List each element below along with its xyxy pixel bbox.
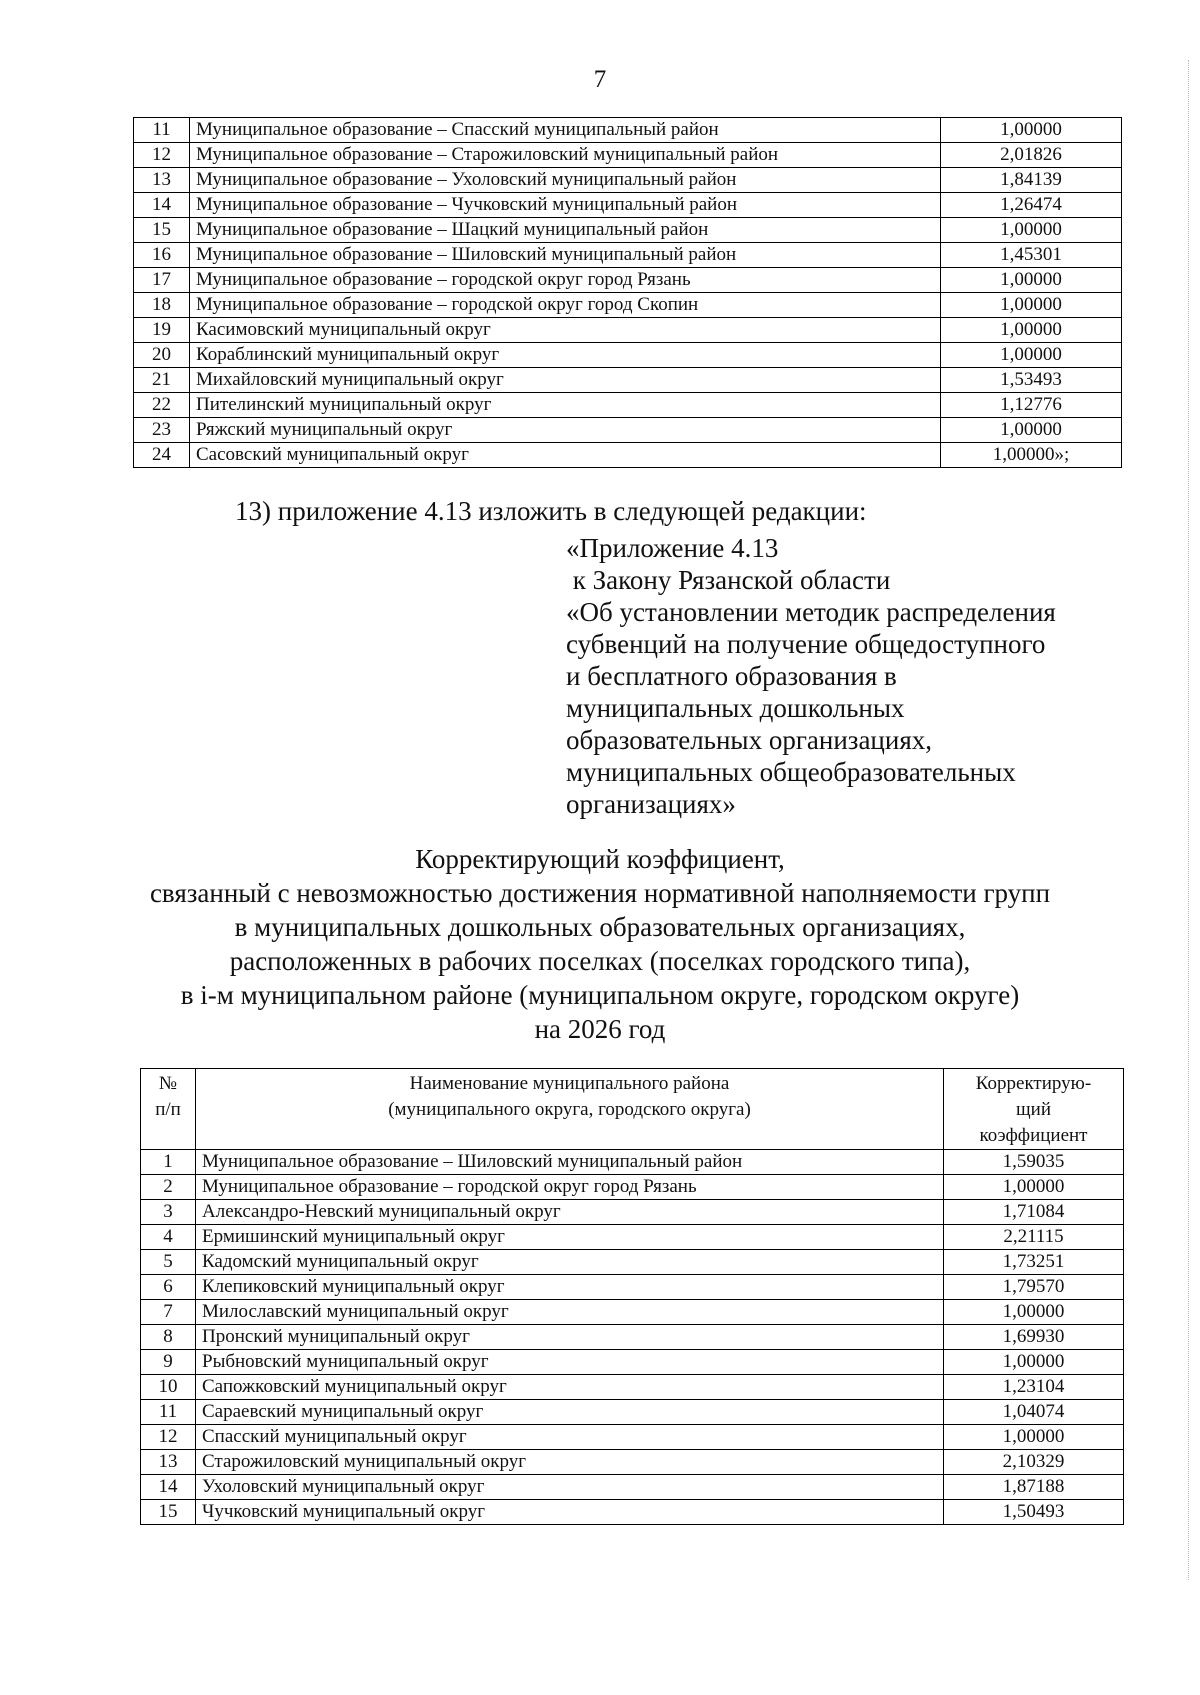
table-row bbox=[134, 343, 1122, 368]
continued-coefficient-table bbox=[133, 117, 1122, 468]
table-row bbox=[141, 1200, 1124, 1225]
appendix-header bbox=[566, 532, 1056, 820]
table-row bbox=[134, 243, 1122, 268]
row-number: 21 bbox=[134, 368, 190, 393]
row-number: 14 bbox=[134, 193, 190, 218]
continued-table-body bbox=[134, 118, 1122, 468]
row-coefficient: 1,00000 bbox=[941, 218, 1122, 243]
table-row bbox=[134, 118, 1122, 143]
row-name: Сапожковский муниципальный округ bbox=[196, 1375, 944, 1400]
row-number: 6 bbox=[141, 1275, 196, 1300]
row-number: 10 bbox=[141, 1375, 196, 1400]
row-number: 9 bbox=[141, 1350, 196, 1375]
row-name: Муниципальное образование – Чучковский муниципальный район bbox=[190, 193, 941, 218]
title-line: на 2026 год bbox=[534, 1014, 666, 1044]
row-number: 18 bbox=[134, 293, 190, 318]
row-coefficient: 1,73251 bbox=[944, 1250, 1124, 1275]
table-row bbox=[141, 1275, 1124, 1300]
title-line: связанный с невозможностью достижения нормативной наполняемости групп bbox=[149, 878, 1051, 908]
appendix-line: муниципальных общеобразовательных bbox=[566, 757, 1016, 787]
row-name: Спасский муниципальный округ bbox=[196, 1425, 944, 1450]
table-row bbox=[134, 268, 1122, 293]
row-name: Ряжский муниципальный округ bbox=[190, 418, 941, 443]
row-number: 19 bbox=[134, 318, 190, 343]
row-coefficient: 2,10329 bbox=[944, 1450, 1124, 1475]
header-text: Корректирую- bbox=[975, 1073, 1092, 1094]
table-row bbox=[141, 1425, 1124, 1450]
row-number: 15 bbox=[141, 1500, 196, 1525]
row-coefficient: 1,00000»; bbox=[941, 443, 1122, 468]
table-row bbox=[134, 418, 1122, 443]
row-coefficient: 1,84139 bbox=[941, 168, 1122, 193]
row-number: 24 bbox=[134, 443, 190, 468]
row-name: Муниципальное образование – Шиловский муниципальный район bbox=[190, 243, 941, 268]
row-name: Михайловский муниципальный округ bbox=[190, 368, 941, 393]
amendment-line: 13) приложение 4.13 изложить в следующей редакции: bbox=[235, 496, 867, 526]
row-coefficient: 1,04074 bbox=[944, 1400, 1124, 1425]
row-name: Муниципальное образование – Шиловский муниципальный район bbox=[196, 1150, 944, 1175]
header-text: (муниципального округа, городского округа) bbox=[388, 1099, 751, 1120]
row-number: 4 bbox=[141, 1225, 196, 1250]
row-name: Муниципальное образование – городской округ город Рязань bbox=[190, 268, 941, 293]
row-number: 5 bbox=[141, 1250, 196, 1275]
coefficient-table bbox=[140, 1068, 1124, 1525]
header-text: № bbox=[158, 1073, 178, 1094]
row-name: Касимовский муниципальный округ bbox=[190, 318, 941, 343]
row-coefficient: 2,01826 bbox=[941, 143, 1122, 168]
row-coefficient: 2,21115 bbox=[944, 1225, 1124, 1250]
row-number: 13 bbox=[134, 168, 190, 193]
row-number: 23 bbox=[134, 418, 190, 443]
row-coefficient: 1,23104 bbox=[944, 1375, 1124, 1400]
row-coefficient: 1,00000 bbox=[941, 343, 1122, 368]
header-text: щий bbox=[1016, 1099, 1051, 1120]
table-row bbox=[141, 1150, 1124, 1175]
row-name: Александро-Невский муниципальный округ bbox=[196, 1200, 944, 1225]
row-coefficient: 1,00000 bbox=[944, 1300, 1124, 1325]
appendix-line: образовательных организациях, bbox=[566, 725, 932, 755]
row-number: 14 bbox=[141, 1475, 196, 1500]
table-row bbox=[141, 1300, 1124, 1325]
row-coefficient: 1,00000 bbox=[944, 1350, 1124, 1375]
row-name: Чучковский муниципальный округ bbox=[196, 1500, 944, 1525]
table-row bbox=[134, 318, 1122, 343]
row-coefficient: 1,45301 bbox=[941, 243, 1122, 268]
row-number: 12 bbox=[134, 143, 190, 168]
row-name: Милославский муниципальный округ bbox=[196, 1300, 944, 1325]
row-number: 15 bbox=[134, 218, 190, 243]
row-name: Ермишинский муниципальный округ bbox=[196, 1225, 944, 1250]
row-coefficient: 1,59035 bbox=[944, 1150, 1124, 1175]
table-row bbox=[141, 1250, 1124, 1275]
appendix-line: муниципальных дошкольных bbox=[566, 693, 905, 723]
row-name: Старожиловский муниципальный округ bbox=[196, 1450, 944, 1475]
table-row bbox=[141, 1475, 1124, 1500]
table-row bbox=[141, 1175, 1124, 1200]
document-title bbox=[0, 842, 1200, 1046]
row-name: Муниципальное образование – городской округ город Скопин bbox=[190, 293, 941, 318]
table-row bbox=[134, 368, 1122, 393]
row-name: Сараевский муниципальный округ bbox=[196, 1400, 944, 1425]
title-line: в i-м муниципальном районе (муниципальном округе, городском округе) bbox=[180, 980, 1020, 1010]
row-number: 11 bbox=[141, 1400, 196, 1425]
header-text: п/п bbox=[155, 1099, 181, 1120]
row-name: Муниципальное образование – Старожиловский муниципальный район bbox=[190, 143, 941, 168]
row-name: Муниципальное образование – Спасский муниципальный район bbox=[190, 118, 941, 143]
table-row bbox=[141, 1350, 1124, 1375]
row-number: 8 bbox=[141, 1325, 196, 1350]
row-number: 12 bbox=[141, 1425, 196, 1450]
table-row bbox=[141, 1500, 1124, 1525]
table-row bbox=[141, 1225, 1124, 1250]
row-coefficient: 1,12776 bbox=[941, 393, 1122, 418]
title-line: Корректирующий коэффициент, bbox=[415, 844, 785, 874]
row-name: Рыбновский муниципальный округ bbox=[196, 1350, 944, 1375]
table-row bbox=[141, 1400, 1124, 1425]
row-coefficient: 1,00000 bbox=[941, 418, 1122, 443]
appendix-line: и бесплатного образования в bbox=[566, 661, 897, 691]
row-name: Пронский муниципальный округ bbox=[196, 1325, 944, 1350]
row-name: Муниципальное образование – Ухоловский муниципальный район bbox=[190, 168, 941, 193]
row-coefficient: 1,00000 bbox=[941, 118, 1122, 143]
row-number: 3 bbox=[141, 1200, 196, 1225]
row-number: 22 bbox=[134, 393, 190, 418]
row-coefficient: 1,69930 bbox=[944, 1325, 1124, 1350]
title-line: в муниципальных дошкольных образовательных организациях, bbox=[234, 912, 966, 942]
table-row bbox=[141, 1325, 1124, 1350]
row-number: 2 bbox=[141, 1175, 196, 1200]
header-text: коэффициент bbox=[979, 1125, 1088, 1146]
table-row bbox=[134, 168, 1122, 193]
table-row bbox=[134, 293, 1122, 318]
row-name: Кадомский муниципальный округ bbox=[196, 1250, 944, 1275]
appendix-line: организациях» bbox=[566, 789, 736, 819]
row-coefficient: 1,26474 bbox=[941, 193, 1122, 218]
row-coefficient: 1,00000 bbox=[941, 293, 1122, 318]
appendix-line: к Закону Рязанской области bbox=[566, 565, 891, 595]
row-coefficient: 1,00000 bbox=[941, 318, 1122, 343]
row-coefficient: 1,53493 bbox=[941, 368, 1122, 393]
row-name: Муниципальное образование – городской округ город Рязань bbox=[196, 1175, 944, 1200]
row-coefficient: 1,79570 bbox=[944, 1275, 1124, 1300]
appendix-line: «Об установлении методик распределения bbox=[566, 597, 1056, 627]
row-coefficient: 1,87188 bbox=[944, 1475, 1124, 1500]
row-coefficient: 1,71084 bbox=[944, 1200, 1124, 1225]
table-row bbox=[141, 1450, 1124, 1475]
table-row bbox=[134, 393, 1122, 418]
row-number: 11 bbox=[134, 118, 190, 143]
coefficient-table-body bbox=[141, 1150, 1124, 1525]
row-name: Клепиковский муниципальный округ bbox=[196, 1275, 944, 1300]
page-number: 7 bbox=[593, 66, 607, 93]
row-coefficient: 1,00000 bbox=[941, 268, 1122, 293]
row-name: Кораблинский муниципальный округ bbox=[190, 343, 941, 368]
header-coefficient bbox=[944, 1069, 1124, 1150]
row-name: Ухоловский муниципальный округ bbox=[196, 1475, 944, 1500]
header-number bbox=[141, 1069, 196, 1150]
row-number: 20 bbox=[134, 343, 190, 368]
row-number: 7 bbox=[141, 1300, 196, 1325]
title-line: расположенных в рабочих поселках (поселках городского типа), bbox=[229, 946, 971, 976]
row-name: Муниципальное образование – Шацкий муниципальный район bbox=[190, 218, 941, 243]
appendix-line: «Приложение 4.13 bbox=[566, 533, 779, 563]
table-row bbox=[134, 193, 1122, 218]
row-number: 16 bbox=[134, 243, 190, 268]
row-number: 13 bbox=[141, 1450, 196, 1475]
row-number: 17 bbox=[134, 268, 190, 293]
table-row bbox=[141, 1375, 1124, 1400]
table-row bbox=[134, 218, 1122, 243]
row-coefficient: 1,00000 bbox=[944, 1175, 1124, 1200]
table-row bbox=[134, 443, 1122, 468]
scan-margin-artifact bbox=[1188, 60, 1190, 1580]
row-number: 1 bbox=[141, 1150, 196, 1175]
table-row bbox=[134, 143, 1122, 168]
table-header-row bbox=[141, 1069, 1124, 1150]
header-name bbox=[196, 1069, 944, 1150]
row-name: Пителинский муниципальный округ bbox=[190, 393, 941, 418]
row-coefficient: 1,00000 bbox=[944, 1425, 1124, 1450]
row-name: Сасовский муниципальный округ bbox=[190, 443, 941, 468]
header-text: Наименование муниципального района bbox=[409, 1073, 730, 1094]
row-coefficient: 1,50493 bbox=[944, 1500, 1124, 1525]
appendix-line: субвенций на получение общедоступного bbox=[566, 629, 1046, 659]
